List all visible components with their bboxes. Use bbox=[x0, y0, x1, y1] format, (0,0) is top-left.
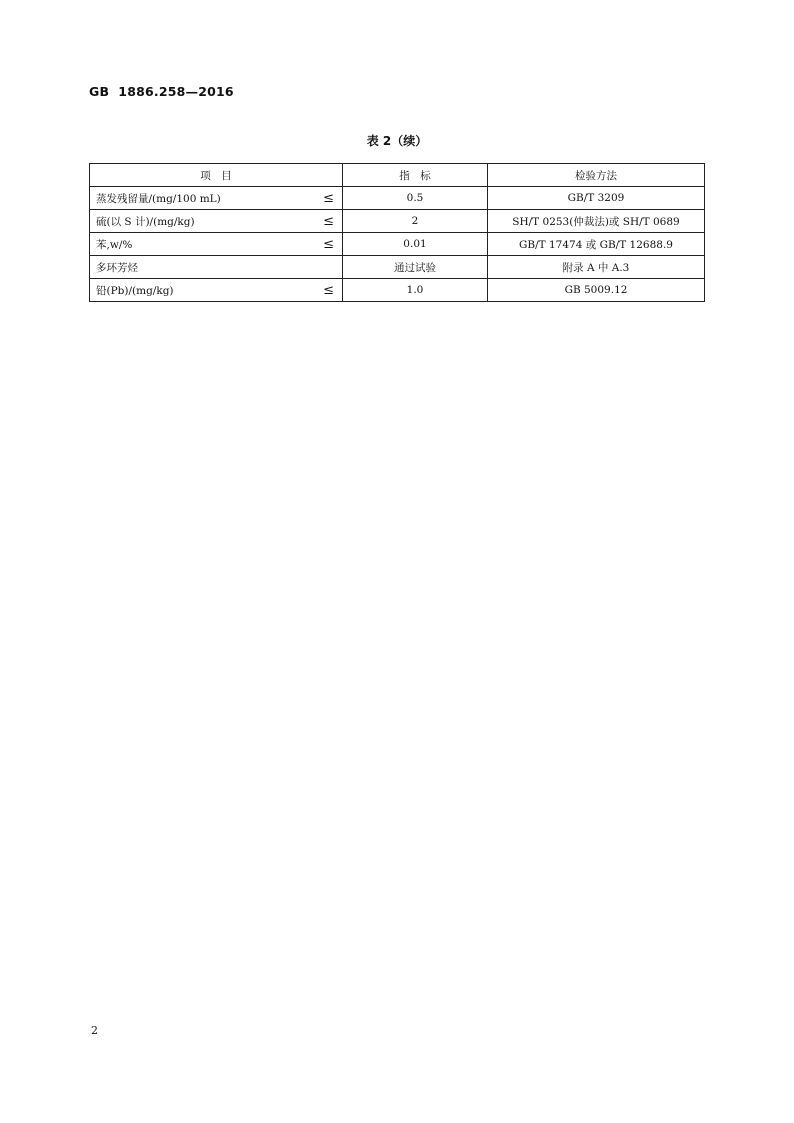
value-cell: 通过试验 bbox=[343, 256, 488, 279]
item-label: 蒸发残留量/(mg/100 mL) bbox=[96, 192, 221, 205]
item-cell bbox=[90, 279, 343, 302]
column-header-method: 检验方法 bbox=[488, 164, 705, 187]
comparator-sign: ≤ bbox=[323, 236, 334, 252]
comparator-sign: ≤ bbox=[323, 213, 334, 229]
method-cell: 附录 A 中 A.3 bbox=[488, 256, 705, 279]
method-cell: GB/T 3209 bbox=[488, 187, 705, 210]
table-row bbox=[90, 187, 705, 210]
item-cell bbox=[90, 233, 343, 256]
column-header-value: 指 标 bbox=[343, 164, 488, 187]
value-cell: 0.5 bbox=[343, 187, 488, 210]
value-cell: 0.01 bbox=[343, 233, 488, 256]
item-label: 硫(以 S 计)/(mg/kg) bbox=[96, 215, 195, 228]
comparator-sign: ≤ bbox=[323, 190, 334, 206]
item-label: 铅(Pb)/(mg/kg) bbox=[96, 284, 174, 297]
item-cell bbox=[90, 187, 343, 210]
comparator-sign: ≤ bbox=[323, 282, 334, 298]
item-cell bbox=[90, 256, 343, 279]
method-cell: GB 5009.12 bbox=[488, 279, 705, 302]
column-header-item: 项 目 bbox=[90, 164, 343, 187]
table-row bbox=[90, 210, 705, 233]
item-label: 多环芳烃 bbox=[96, 261, 138, 274]
page-number: 2 bbox=[91, 1024, 98, 1037]
table-header-row bbox=[90, 164, 705, 187]
table-row bbox=[90, 256, 705, 279]
method-cell: GB/T 17474 或 GB/T 12688.9 bbox=[488, 233, 705, 256]
table-caption: 表 2（续） bbox=[366, 134, 428, 148]
value-cell: 1.0 bbox=[343, 279, 488, 302]
value-cell: 2 bbox=[343, 210, 488, 233]
item-cell bbox=[90, 210, 343, 233]
standard-number: GB 1886.258—2016 bbox=[89, 84, 234, 99]
table-row bbox=[90, 279, 705, 302]
specification-table bbox=[89, 163, 705, 302]
table-row bbox=[90, 233, 705, 256]
item-label: 苯,w/% bbox=[96, 238, 133, 251]
method-cell: SH/T 0253(仲裁法)或 SH/T 0689 bbox=[488, 210, 705, 233]
